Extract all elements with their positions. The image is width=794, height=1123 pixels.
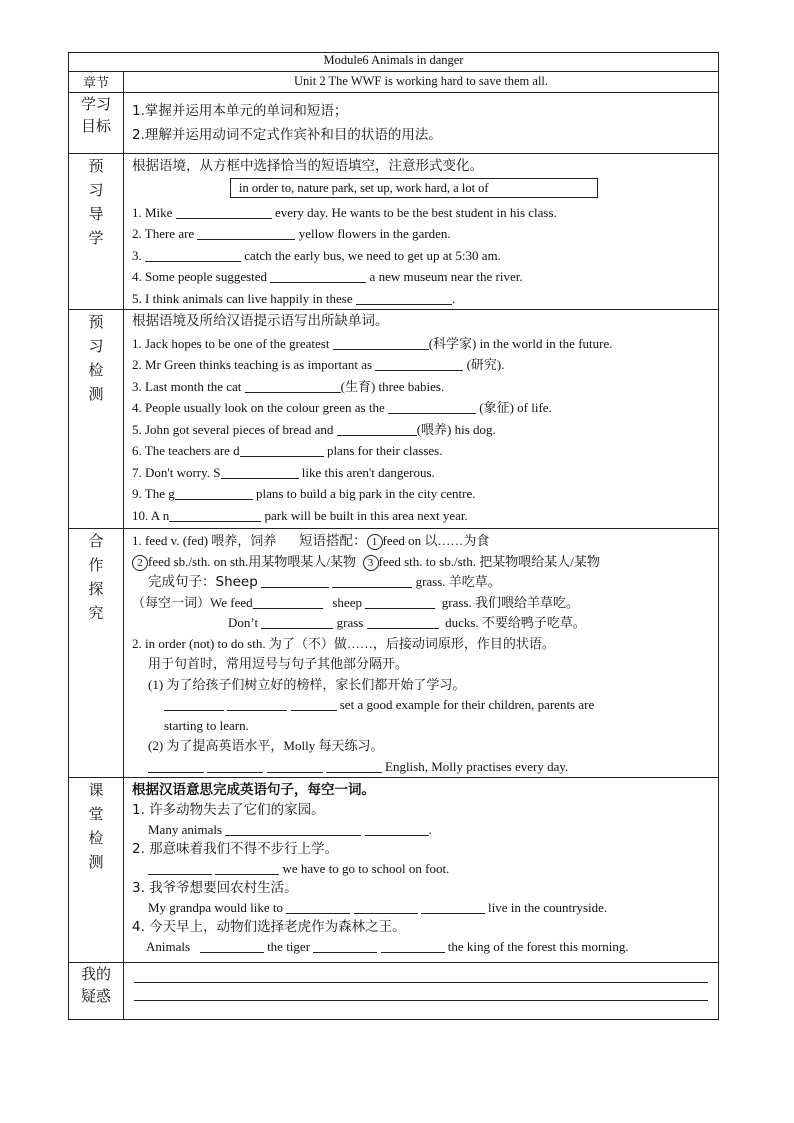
- example-1-en: set a good example for their children, parents are: [124, 695, 718, 716]
- pg-item-2: 2. There are yellow flowers in the garden.: [132, 226, 451, 241]
- blank[interactable]: [240, 442, 324, 457]
- usage-note: 用于句首时，常用逗号与句子其他部分隔开。: [148, 656, 409, 671]
- blank[interactable]: [207, 758, 263, 773]
- blank[interactable]: [225, 821, 361, 836]
- blank[interactable]: [354, 899, 418, 914]
- module-title: Module6 Animals in danger: [69, 53, 719, 72]
- blank[interactable]: [197, 225, 295, 240]
- circle-number-1: 1: [367, 534, 383, 550]
- blank[interactable]: [356, 290, 452, 305]
- blank[interactable]: [164, 696, 224, 711]
- blank[interactable]: [375, 356, 463, 371]
- pg-item-3: 3. catch the early bus, we need to get up at 5:30 am.: [132, 247, 501, 263]
- blank[interactable]: [221, 464, 299, 479]
- cc-q4: 4. 今天早上，动物们选择老虎作为森林之王。: [132, 919, 406, 935]
- blank[interactable]: [270, 268, 366, 283]
- blank[interactable]: [200, 938, 264, 953]
- unit-title-cell: [124, 72, 719, 93]
- doubts-label: 我的 疑惑: [69, 963, 124, 1020]
- blank[interactable]: [267, 758, 323, 773]
- blank[interactable]: [148, 758, 204, 773]
- feed-line-3: 完成句子：Sheep grass. 羊吃草。: [148, 574, 501, 590]
- example-2-cn: (2) 为了提高英语水平，Molly 每天练习。: [148, 738, 384, 753]
- feed-line-4: （每空一词）We feed sheep grass. 我们喂给羊草吃。: [132, 594, 579, 610]
- blank[interactable]: [421, 899, 485, 914]
- example-2-en: English, Molly practises every day.: [124, 757, 718, 778]
- blank[interactable]: [326, 758, 382, 773]
- blank[interactable]: [227, 696, 287, 711]
- preview-guide-content: [124, 154, 719, 310]
- objectives-content: [124, 93, 719, 154]
- preview-guide-instruction: 根据语境，从方框中选择恰当的短语填空，注意形式变化。: [132, 158, 483, 174]
- cc-a3: My grandpa would like to live in the countryside.: [148, 900, 608, 915]
- writing-line[interactable]: [134, 965, 708, 983]
- pc-item-2: 2. Mr Green thinks teaching is as important as (研究).: [132, 357, 505, 372]
- cooperation-content: [124, 529, 719, 778]
- blank[interactable]: [145, 247, 241, 262]
- blank[interactable]: [261, 614, 333, 629]
- chapter-label: 章节: [69, 72, 124, 93]
- feed-line-2: 2 feed sb./sth. on sth.用某物喂某人/某物 3 feed sth. to sb./sth. 把某物喂给某人/某物: [124, 552, 718, 573]
- blank[interactable]: [367, 614, 439, 629]
- pc-item-5: 5. John got several pieces of bread and (喂养) his dog.: [132, 421, 496, 437]
- feed-line-1: 1. feed v. (fed) 喂养，饲养 短语搭配： 1 feed on 以……为食: [132, 533, 490, 549]
- blank[interactable]: [291, 696, 337, 711]
- worksheet-table: [68, 52, 719, 1020]
- blank[interactable]: [175, 485, 253, 500]
- blank[interactable]: [261, 573, 329, 588]
- doubts-content: [124, 963, 719, 1020]
- objectives-label: 学习 目标: [69, 93, 124, 154]
- blank[interactable]: [365, 594, 435, 609]
- pc-item-6: 6. The teachers are d plans for their classes.: [132, 443, 443, 458]
- pc-item-4: 4. People usually look on the colour green as the (象征) of life.: [132, 400, 552, 415]
- pg-item-4: 4. Some people suggested a new museum near the river.: [132, 269, 523, 284]
- blank[interactable]: [332, 573, 412, 588]
- pc-item-1: 1. Jack hopes to be one of the greatest (科学家) in the world in the future.: [132, 335, 613, 351]
- blank[interactable]: [253, 594, 323, 609]
- cc-a2: we have to go to school on foot.: [124, 859, 718, 878]
- blank[interactable]: [176, 204, 272, 219]
- blank[interactable]: [388, 399, 476, 414]
- objective-1: 1.掌握并运用本单元的单词和短语；: [132, 103, 348, 119]
- example-1-cn: (1) 为了给孩子们树立好的榜样，家长们都开始了学习。: [148, 676, 466, 692]
- pg-item-5: 5. I think animals can live happily in these .: [132, 290, 456, 306]
- cc-a4: Animals the tiger the king of the forest this morning.: [146, 939, 629, 954]
- blank[interactable]: [215, 860, 279, 875]
- feed-line-5: Don’t grass ducks. 不要给鸭子吃草。: [228, 615, 586, 630]
- writing-line[interactable]: [134, 983, 708, 1001]
- preview-check-label: 预 习 检 测: [69, 310, 124, 529]
- blank[interactable]: [286, 899, 350, 914]
- pg-item-1: 1. Mike every day. He wants to be the best student in his class.: [132, 204, 557, 220]
- objective-2: 2.理解并运用动词不定式作宾补和目的状语的用法。: [132, 127, 442, 143]
- blank[interactable]: [313, 938, 377, 953]
- pc-item-10: 10. A n park will be built in this area next year.: [132, 507, 468, 523]
- blank[interactable]: [365, 821, 429, 836]
- cc-q3: 3. 我爷爷想要回农村生活。: [132, 880, 298, 896]
- blank[interactable]: [381, 938, 445, 953]
- blank[interactable]: [148, 860, 212, 875]
- class-check-label: 课 堂 检 测: [69, 778, 124, 963]
- in-order-line: 2. in order (not) to do sth. 为了（不）做……，后接动词原形，作目的状语。: [132, 635, 555, 651]
- unit-title: Unit 2 The WWF is working hard to save them all.: [294, 74, 549, 88]
- cc-q2: 2. 那意味着我们不得不步行上学。: [132, 841, 339, 857]
- class-check-instruction: 根据汉语意思完成英语句子，每空一词。: [132, 782, 375, 798]
- blank[interactable]: [169, 507, 261, 522]
- blank[interactable]: [337, 421, 417, 436]
- cooperation-label: 合 作 探 究: [69, 529, 124, 778]
- pc-item-3: 3. Last month the cat (生育) three babies.: [132, 378, 445, 394]
- cc-a1: Many animals .: [148, 822, 432, 837]
- preview-check-content: [124, 310, 719, 529]
- preview-check-instruction: 根据语境及所给汉语提示语写出所缺单词。: [132, 313, 389, 329]
- circle-number-2: 2: [132, 555, 148, 571]
- circle-number-3: 3: [363, 555, 379, 571]
- pc-item-7: 7. Don't worry. S like this aren't dangerous.: [132, 464, 435, 480]
- example-1-end: starting to learn.: [164, 717, 249, 733]
- preview-guide-label: 预 习 导 学: [69, 154, 124, 310]
- class-check-content: [124, 778, 719, 963]
- pc-item-9: 9. The g plans to build a big park in the city centre.: [132, 486, 476, 501]
- blank[interactable]: [245, 378, 341, 393]
- phrase-box: in order to, nature park, set up, work hard, a lot of: [230, 178, 598, 198]
- cc-q1: 1. 许多动物失去了它们的家园。: [132, 802, 325, 818]
- blank[interactable]: [333, 335, 429, 350]
